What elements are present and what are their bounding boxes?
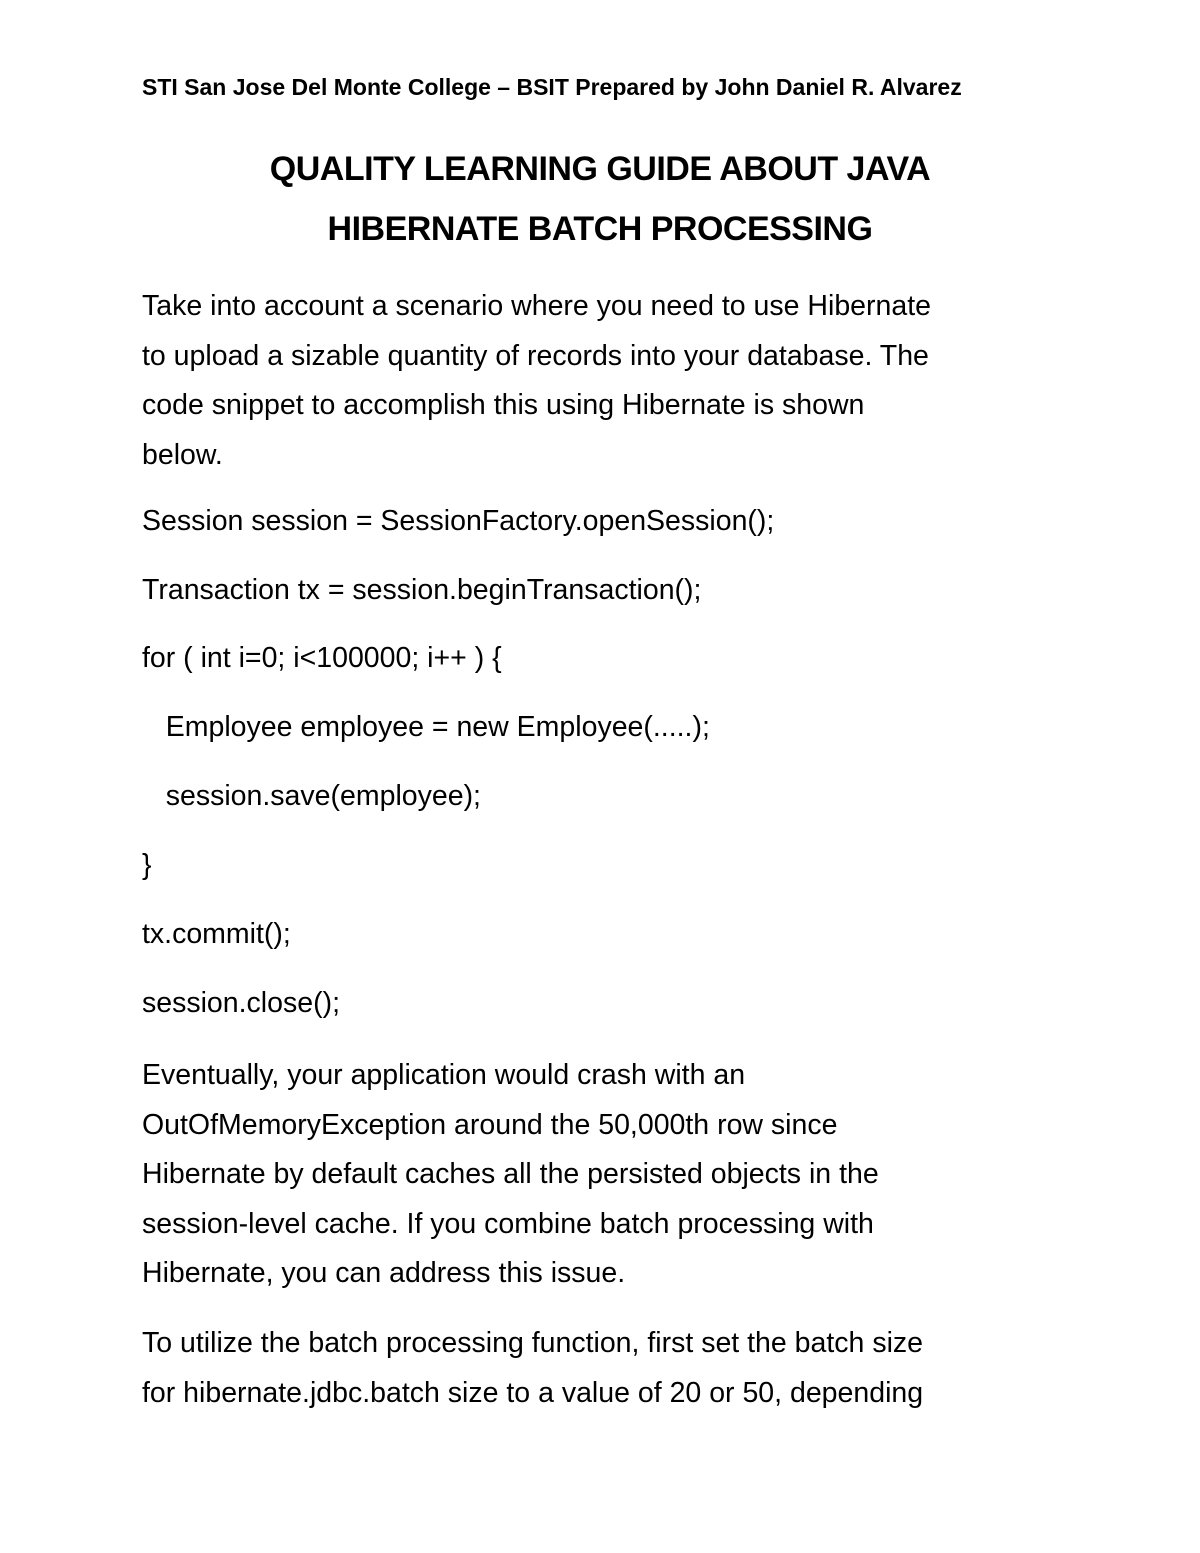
title-line-1: QUALITY LEARNING GUIDE ABOUT JAVA [269,150,931,188]
code-line: session.save(employee); [142,780,481,812]
explanation-line: Eventually, your application would crash with an [142,1059,746,1091]
intro-line: Take into account a scenario where you need to use Hibernate [142,290,931,322]
code-line: Employee employee = new Employee(.....); [142,711,710,743]
intro-paragraph [142,282,1042,480]
explanation-line: session-level cache. If you combine batch processing with [142,1207,874,1240]
explanation-paragraph [142,1051,1042,1299]
code-line: } [142,849,152,881]
code-line: Session session = SessionFactory.openSession(); [142,505,775,537]
explanation-line: Hibernate by default caches all the persisted objects in the [142,1158,879,1190]
page-header: STI San Jose Del Monte College – BSIT Prepared by John Daniel R. Alvarez [142,74,962,100]
code-line: for ( int i=0; i<100000; i++ ) { [142,642,502,674]
explanation-line: Hibernate, you can address this issue. [142,1257,626,1289]
batch-line: To utilize the batch processing function, first set the batch size [142,1327,923,1359]
intro-line: to upload a sizable quantity of records into your database. The [142,339,929,372]
intro-line: below. [142,438,223,471]
code-line: Transaction tx = session.beginTransaction(); [142,574,702,606]
code-line: tx.commit(); [142,918,291,950]
explanation-line: OutOfMemoryException around the 50,000th row since [142,1108,838,1141]
title-line-2: HIBERNATE BATCH PROCESSING [327,210,873,248]
code-line: session.close(); [142,987,340,1019]
batch-line: for hibernate.jdbc.batch size to a value of 20 or 50, depending [142,1376,924,1409]
intro-line: code snippet to accomplish this using Hibernate is shown [142,389,865,421]
batch-paragraph [142,1319,1042,1418]
